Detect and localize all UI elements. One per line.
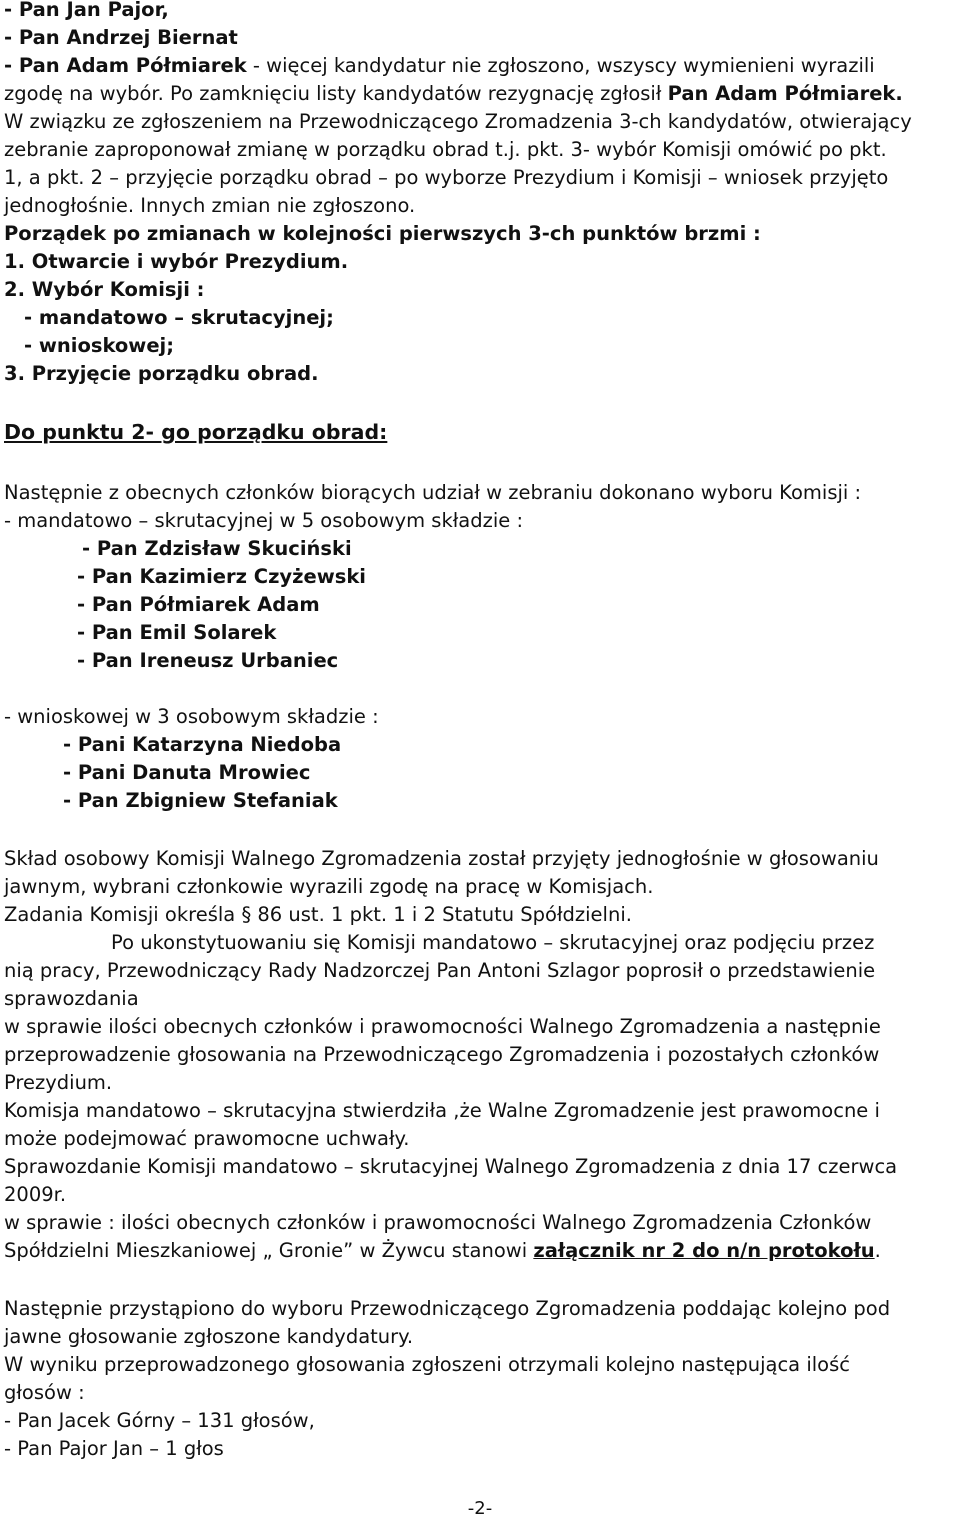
committee-member: - Pan Zdzisław Skuciński (82, 537, 352, 560)
committee-member: - Pani Danuta Mrowiec (63, 761, 311, 784)
paragraph-line: Następnie z obecnych członków biorących udział w zebraniu dokonano wyboru Komisji : (4, 481, 862, 504)
paragraph-line: Następnie przystąpiono do wyboru Przewodniczącego Zgromadzenia poddając kolejno pod (4, 1297, 891, 1320)
paragraph-line: Skład osobowy Komisji Walnego Zgromadzenia został przyjęty jednogłośnie w głosowaniu (4, 847, 879, 870)
paragraph-line: głosów : (4, 1381, 85, 1404)
paragraph-line: zebranie zaproponował zmianę w porządku obrad t.j. pkt. 3- wybór Komisji omówić po pkt. (4, 138, 887, 161)
candidate-note-line (4, 80, 903, 108)
paragraph-line: sprawozdania (4, 987, 139, 1010)
text-span: zgodę na wybór. Po zamknięciu listy kandydatów rezygnację zgłosił (4, 82, 668, 105)
committee-member: - Pan Kazimierz Czyżewski (77, 565, 366, 588)
paragraph-line: Prezydium. (4, 1071, 113, 1094)
paragraph-line: w sprawie : ilości obecnych członków i prawomocności Walnego Zgromadzenia Członków (4, 1211, 872, 1234)
resigned-candidate: Pan Adam Półmiarek. (667, 82, 903, 105)
paragraph-line: Sprawozdanie Komisji mandatowo – skrutacyjnej Walnego Zgromadzenia z dnia 17 czerwca (4, 1155, 898, 1178)
committee-label: - mandatowo – skrutacyjnej w 5 osobowym składzie : (4, 509, 524, 532)
candidate-name: - Pan Adam Półmiarek (4, 54, 247, 77)
text-span: Spółdzielni Mieszkaniowej „ Gronie” w Żywcu stanowi (4, 1239, 534, 1262)
page-number: -2- (467, 1498, 493, 1519)
agenda-subitem: - wnioskowej; (24, 334, 175, 357)
paragraph-line (4, 1237, 881, 1265)
committee-member: - Pan Ireneusz Urbaniec (77, 649, 339, 672)
candidate-item: - Pan Jan Pajor, (4, 0, 169, 21)
agenda-subitem: - mandatowo – skrutacyjnej; (24, 306, 334, 329)
paragraph-line: przeprowadzenie głosowania na Przewodniczącego Zgromadzenia i pozostałych członków (4, 1043, 880, 1066)
agenda-item: 2. Wybór Komisji : (4, 278, 205, 301)
committee-member: - Pani Katarzyna Niedoba (63, 733, 342, 756)
committee-label: - wnioskowej w 3 osobowym składzie : (4, 705, 379, 728)
committee-member: - Pan Emil Solarek (77, 621, 277, 644)
paragraph-line: 2009r. (4, 1183, 67, 1206)
paragraph-line: jawnym, wybrani członkowie wyrazili zgodę na pracę w Komisjach. (4, 875, 654, 898)
paragraph-line: Po ukonstytuowaniu się Komisji mandatowo – skrutacyjnej oraz podjęciu przez (111, 931, 875, 954)
paragraph-line: w sprawie ilości obecnych członków i prawomocności Walnego Zgromadzenia a następnie (4, 1015, 881, 1038)
paragraph-line: Zadania Komisji określa § 86 ust. 1 pkt. 1 i 2 Statutu Spółdzielni. (4, 903, 632, 926)
paragraph-line: 1, a pkt. 2 – przyjęcie porządku obrad – po wyborze Prezydium i Komisji – wniosek przyjęto (4, 166, 889, 189)
paragraph-line: nią pracy, Przewodniczący Rady Nadzorczej Pan Antoni Szlagor poprosił o przedstawienie (4, 959, 876, 982)
vote-result: - Pan Pajor Jan – 1 głos (4, 1437, 224, 1460)
attachment-reference: załącznik nr 2 do n/n protokołu (533, 1239, 875, 1262)
paragraph-line: W związku ze zgłoszeniem na Przewodniczącego Zromadzenia 3-ch kandydatów, otwierający (4, 110, 912, 133)
candidate-item (4, 52, 875, 80)
text-span: . (874, 1239, 881, 1262)
candidate-item: - Pan Andrzej Biernat (4, 26, 238, 49)
section-heading: Do punktu 2- go porządku obrad: (4, 420, 388, 444)
agenda-item: 1. Otwarcie i wybór Prezydium. (4, 250, 349, 273)
agenda-heading: Porządek po zmianach w kolejności pierwszych 3-ch punktów brzmi : (4, 222, 761, 245)
paragraph-line: Komisja mandatowo – skrutacyjna stwierdziła ,że Walne Zgromadzenie jest prawomocne i (4, 1099, 880, 1122)
committee-member: - Pan Półmiarek Adam (77, 593, 320, 616)
candidate-note: - więcej kandydatur nie zgłoszono, wszyscy wymienieni wyrazili (246, 54, 875, 77)
agenda-item: 3. Przyjęcie porządku obrad. (4, 362, 319, 385)
paragraph-line: jednogłośnie. Innych zmian nie zgłoszono. (4, 194, 416, 217)
paragraph-line: może podejmować prawomocne uchwały. (4, 1127, 410, 1150)
paragraph-line: W wyniku przeprowadzonego głosowania zgłoszeni otrzymali kolejno następująca ilość (4, 1353, 850, 1376)
paragraph-line: jawne głosowanie zgłoszone kandydatury. (4, 1325, 414, 1348)
vote-result: - Pan Jacek Górny – 131 głosów, (4, 1409, 315, 1432)
committee-member: - Pan Zbigniew Stefaniak (63, 789, 338, 812)
